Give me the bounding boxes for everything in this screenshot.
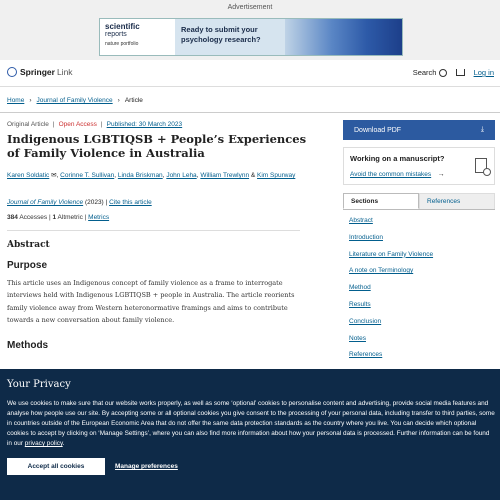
section-link[interactable]: Abstract [349, 217, 373, 224]
cookie-actions [7, 458, 178, 475]
cookie-title: Your Privacy [7, 379, 71, 390]
author-link[interactable]: William Trewlynn [200, 172, 250, 179]
chevron-right-icon: › [29, 97, 32, 104]
section-link[interactable]: A note on Terminology [349, 267, 414, 275]
accesses-count: 384 [7, 214, 18, 221]
author-link[interactable]: Linda Briskman [117, 172, 163, 179]
altmetric-count: 1 [52, 214, 57, 221]
search-button[interactable] [413, 68, 447, 77]
avoid-mistakes-link[interactable]: Avoid the common mistakes [350, 171, 432, 178]
author-link[interactable]: Karen Soldatic [7, 172, 50, 179]
meta-separator: | [84, 214, 87, 221]
manuscript-promo [343, 147, 495, 185]
login-link[interactable]: Log in [473, 68, 494, 77]
article-metrics [7, 214, 109, 221]
ad-banner[interactable] [99, 18, 403, 56]
section-link[interactable]: Method [349, 284, 371, 292]
breadcrumb-home[interactable]: Home [7, 97, 25, 104]
journal-link[interactable]: Journal of Family Violence [7, 199, 84, 206]
metrics-link[interactable]: Metrics [88, 214, 110, 221]
ad-headline: Ready to submit your psychology research? [175, 19, 285, 55]
section-divider [7, 230, 300, 231]
author-link[interactable]: Corinne T. Sullivan [60, 172, 115, 179]
section-link[interactable]: Introduction [349, 233, 383, 241]
journal-citation [7, 199, 152, 206]
privacy-policy-link[interactable]: privacy policy [24, 440, 63, 447]
header-actions [413, 68, 494, 77]
accept-cookies-button[interactable]: Accept all cookies [7, 458, 105, 475]
section-link[interactable]: Results [349, 300, 371, 308]
ad-journal-logo [100, 19, 175, 55]
manuscript-title: Working on a manuscript? [350, 154, 445, 163]
purpose-heading: Purpose [7, 260, 48, 271]
chevron-right-icon: › [117, 97, 120, 104]
ad-journal-line2: reports [105, 31, 127, 38]
download-label: Download PDF [354, 126, 402, 134]
arrow-right-icon: → [437, 171, 445, 178]
logo-suffix: Link [56, 67, 73, 77]
meta-separator: | [52, 121, 55, 128]
altmetric-label: Altmetric [57, 214, 83, 221]
meta-separator: | [48, 214, 51, 221]
article-title: Indigenous LGBTIQSB + People’s Experiences of Family Violence in Australia [7, 132, 307, 160]
advertisement-strip [0, 0, 500, 60]
logo-name: Springer [20, 67, 55, 77]
author-list: Karen Soldatic ✉, Corinne T. Sullivan, Linda Briskman, John Leha, William Trewlynn & Kim Spurway [7, 172, 296, 179]
cookie-body: We use cookies to make sure that our website works properly, as well as some ‘optional’ cookies to personalise content and advertising, provide social media features and analyse how people use our site. By accepting some or all optional cookies you give consent to the processing of your personal data, including transfer to third parties, some in countries outside of the European Economic Area that do not offer the same data protection standards as the country where you live. You can decide which optional cookies to accept by clicking on ‘Manage Settings’, where you can also find more information about how your personal data is processed. Further information can be found in our [7, 400, 495, 447]
breadcrumb-journal[interactable]: Journal of Family Violence [36, 97, 113, 104]
cookie-text: We use cookies to make sure that our website works properly, as well as some ‘optional’ cookies to personalise content and advertising, provide social media features and analyse how people use our site. By accepting some or all optional cookies you give consent to the processing of your personal data, including transfer to third parties, some in countries outside of the European Economic Area that do not offer the same data protection standards as the country where you live. You can decide which optional cookies to accept by clicking on ‘Manage Settings’, where you can also find more information about how your personal data is processed. Further information can be found in our privacy policy. [7, 400, 495, 447]
ad-publisher: nature portfolio [105, 41, 139, 47]
breadcrumb-current: Article [124, 97, 143, 104]
search-icon [439, 69, 447, 77]
purpose-text: This article uses an Indigenous concept of family violence as a frame to interrogate interviews held with Indigenous LGBTIQSB + people in Australia. The article reorients family violence away from Western heteronormative framings and aims to contribute towards a new conversation about family violence. [7, 279, 295, 324]
manage-preferences-link[interactable]: Manage preferences [115, 463, 178, 470]
ad-journal-line1: scientific [105, 22, 140, 31]
article-meta [7, 121, 182, 128]
open-access-badge: Open Access [58, 121, 97, 128]
section-link[interactable]: Literature on Family Violence [349, 250, 434, 258]
section-link[interactable]: References [349, 351, 383, 359]
sections-list [349, 217, 433, 368]
cite-article-link[interactable]: Cite this article [109, 199, 152, 206]
meta-separator: | [100, 121, 103, 128]
springer-horse-icon [7, 67, 17, 77]
section-link[interactable]: Notes [349, 334, 366, 342]
download-icon: ⤓ [480, 126, 484, 133]
breadcrumb [7, 97, 143, 104]
article-type: Original Article [7, 121, 49, 128]
breadcrumb-divider [0, 112, 500, 113]
accesses-label: Accesses [19, 214, 48, 221]
author-link[interactable]: John Leha [166, 172, 197, 179]
springer-link-logo[interactable] [7, 67, 73, 77]
ad-label: Advertisement [227, 4, 273, 11]
journal-year: (2023) [84, 199, 104, 206]
email-icon[interactable]: ✉ [51, 172, 57, 179]
tab-references[interactable]: References [419, 193, 495, 209]
search-label: Search [412, 68, 437, 77]
tab-sections[interactable]: Sections [343, 193, 419, 209]
section-link[interactable]: Conclusion [349, 317, 382, 325]
cookie-banner [0, 369, 500, 500]
sidebar-tabs [343, 193, 495, 210]
download-pdf-button[interactable] [343, 120, 495, 140]
abstract-heading: Abstract [7, 240, 50, 250]
ad-brain-image [285, 19, 402, 55]
cart-icon[interactable] [456, 69, 465, 76]
published-date[interactable]: Published: 30 March 2023 [106, 121, 183, 128]
magnifier-icon [483, 168, 491, 176]
author-link[interactable]: Kim Spurway [257, 172, 296, 179]
methods-heading: Methods [7, 340, 49, 351]
site-header [0, 60, 500, 87]
meta-separator: | [105, 199, 108, 206]
